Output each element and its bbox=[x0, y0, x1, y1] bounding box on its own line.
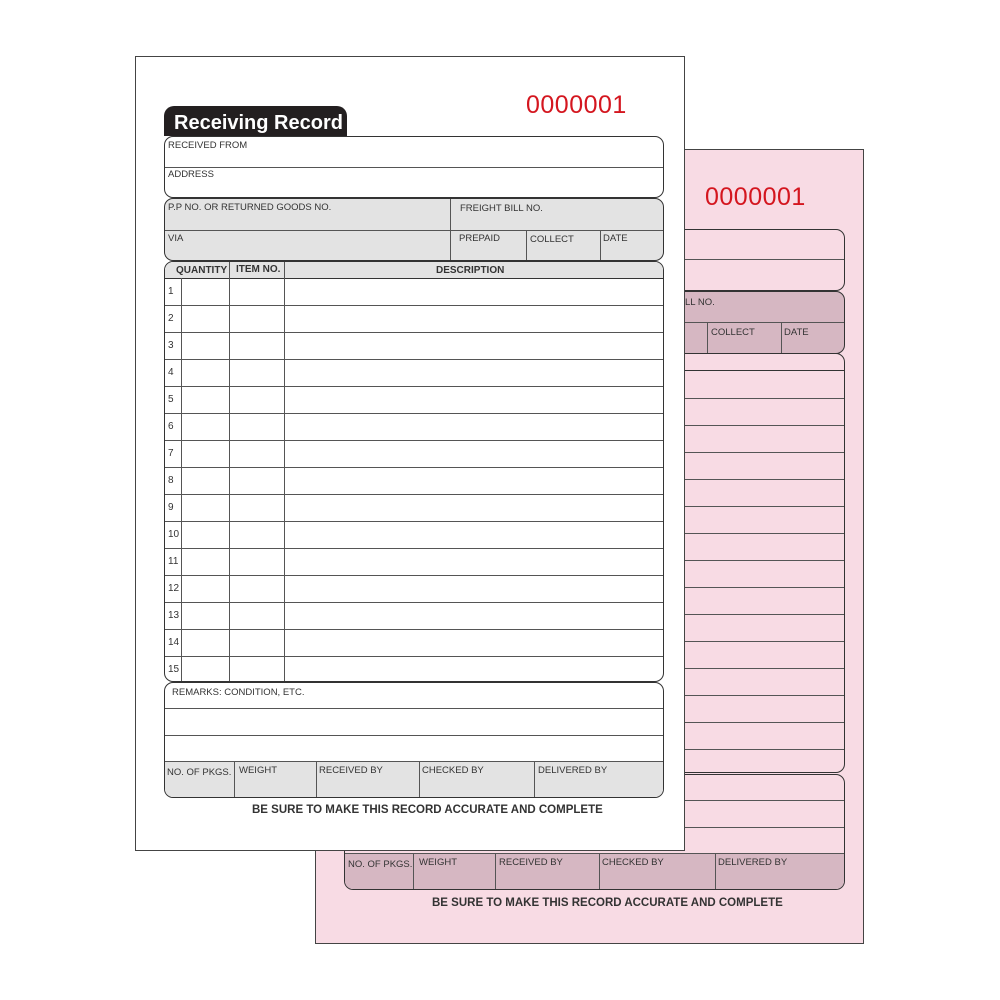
signature-row bbox=[165, 761, 663, 797]
row-divider bbox=[165, 305, 663, 306]
quantity-header: QUANTITY bbox=[176, 265, 228, 276]
row-divider bbox=[165, 359, 663, 360]
received-by-label: RECEIVED BY bbox=[319, 765, 383, 776]
shipping-info-box bbox=[164, 198, 664, 261]
row-divider bbox=[165, 440, 663, 441]
row-number: 3 bbox=[168, 340, 174, 351]
received-from-label: RECEIVED FROM bbox=[168, 140, 248, 151]
copy-collect-label: COLLECT bbox=[711, 327, 755, 338]
remarks-box bbox=[164, 682, 664, 798]
copy-delivered-by-label: DELIVERED BY bbox=[718, 857, 788, 868]
copy-weight-label: WEIGHT bbox=[419, 857, 457, 868]
description-header: DESCRIPTION bbox=[436, 265, 505, 276]
row-number: 9 bbox=[168, 502, 174, 513]
copy-pkgs-label: NO. OF PKGS. bbox=[348, 859, 413, 870]
date-label: DATE bbox=[603, 233, 628, 244]
weight-label: WEIGHT bbox=[239, 765, 277, 776]
row-number: 12 bbox=[168, 583, 180, 594]
delivered-by-label: DELIVERED BY bbox=[538, 765, 608, 776]
row-divider bbox=[165, 548, 663, 549]
copy-received-by-label: RECEIVED BY bbox=[499, 857, 563, 868]
copy-checked-by-label: CHECKED BY bbox=[602, 857, 664, 868]
address-label: ADDRESS bbox=[168, 169, 214, 180]
row-number: 10 bbox=[168, 529, 180, 540]
form-title: Receiving Record bbox=[164, 106, 347, 136]
via-label: VIA bbox=[168, 233, 184, 244]
row-number: 6 bbox=[168, 421, 174, 432]
row-divider bbox=[165, 332, 663, 333]
row-divider bbox=[165, 656, 663, 657]
row-divider bbox=[165, 602, 663, 603]
copy-serial-number: 0000001 bbox=[705, 183, 806, 211]
serial-number: 0000001 bbox=[526, 91, 627, 119]
items-table bbox=[164, 261, 664, 682]
copy-date-label: DATE bbox=[784, 327, 809, 338]
row-divider bbox=[165, 467, 663, 468]
pp-no-label: P.P NO. OR RETURNED GOODS NO. bbox=[168, 202, 332, 213]
checked-by-label: CHECKED BY bbox=[422, 765, 484, 776]
row-number: 4 bbox=[168, 367, 174, 378]
remarks-label: REMARKS: CONDITION, ETC. bbox=[172, 687, 305, 698]
copy-footer-note: BE SURE TO MAKE THIS RECORD ACCURATE AND COMPLETE bbox=[432, 897, 783, 909]
row-number: 2 bbox=[168, 313, 174, 324]
row-number: 11 bbox=[168, 556, 179, 567]
white-copy-sheet bbox=[135, 56, 685, 851]
freight-bill-label: FREIGHT BILL NO. bbox=[460, 203, 543, 214]
row-number: 15 bbox=[168, 664, 180, 675]
pkgs-label: NO. OF PKGS. bbox=[167, 767, 232, 778]
row-divider bbox=[165, 521, 663, 522]
copy-signature-row bbox=[345, 853, 844, 889]
row-number: 5 bbox=[168, 394, 174, 405]
copy-freight-bill-label: LL NO. bbox=[685, 297, 715, 308]
items-table-header bbox=[165, 262, 663, 279]
row-number: 7 bbox=[168, 448, 174, 459]
row-divider bbox=[165, 575, 663, 576]
row-number: 13 bbox=[168, 610, 180, 621]
prepaid-label: PREPAID bbox=[459, 233, 501, 244]
footer-note: BE SURE TO MAKE THIS RECORD ACCURATE AND COMPLETE bbox=[252, 804, 603, 816]
row-number: 8 bbox=[168, 475, 174, 486]
received-from-box bbox=[164, 136, 664, 198]
row-divider bbox=[165, 494, 663, 495]
item-no-header: ITEM NO. bbox=[236, 264, 281, 275]
row-divider bbox=[165, 413, 663, 414]
row-number: 1 bbox=[168, 286, 174, 297]
row-number: 14 bbox=[168, 637, 180, 648]
row-divider bbox=[165, 629, 663, 630]
collect-label: COLLECT bbox=[530, 234, 574, 245]
row-divider bbox=[165, 386, 663, 387]
